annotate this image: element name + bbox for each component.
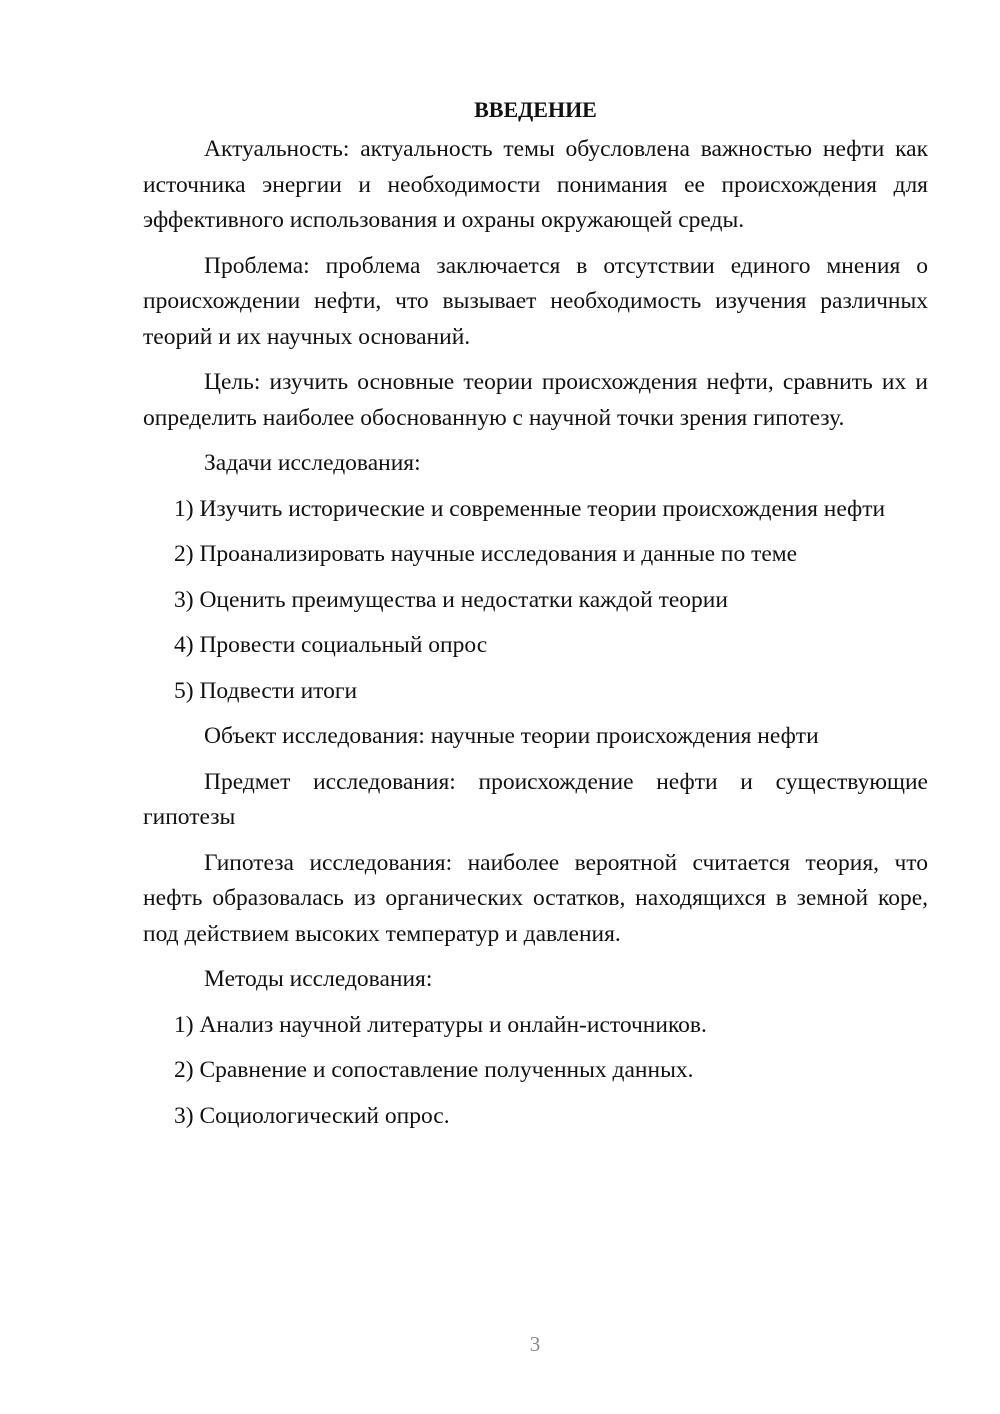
method-item: 2) Сравнение и сопоставление полученных данных. xyxy=(174,1057,694,1083)
task-item: 2) Проанализировать научные исследования и данные по теме xyxy=(174,541,798,567)
task-item: 3) Оценить преимущества и недостатки каждой теории xyxy=(174,586,728,613)
goal-paragraph: Цель: изучить основные теории происхождения нефти, сравнить их и определить наиболее обоснованную с научной точки зрения гипотезу. xyxy=(143,369,928,431)
method-item: 3) Социологический опрос. xyxy=(174,1102,450,1129)
tasks-heading: Задачи исследования: xyxy=(204,450,421,476)
methods-list xyxy=(143,1008,928,1135)
section-title: ВВЕДЕНИЕ xyxy=(474,97,597,122)
hypothesis-paragraph: Гипотеза исследования: наиболее вероятной считается теория, что нефть образовалась из органических остатков, находящихся в земной коре, под действием высоких температур и давления. xyxy=(143,849,928,947)
problem-paragraph: Проблема: проблема заключается в отсутствии единого мнения о происхождении нефти, что вызывает необходимость изучения различных теорий и их научных оснований. xyxy=(143,252,928,350)
method-item: 1) Анализ научной литературы и онлайн-источников. xyxy=(174,1011,707,1038)
relevance-paragraph: Актуальность: актуальность темы обусловлена важностью нефти как источника энергии и необходимости понимания ее происхождения для эффективного использования и охраны окружающей среды. xyxy=(143,136,928,233)
task-item: 5) Подвести итоги xyxy=(174,677,358,704)
subject-paragraph: Предмет исследования: происхождение нефти и существующие гипотезы xyxy=(143,768,928,830)
page-number: 3 xyxy=(529,1332,541,1356)
methods-heading: Методы исследования: xyxy=(204,966,433,992)
page-content xyxy=(143,92,928,1144)
tasks-list xyxy=(143,492,928,710)
task-item: 4) Провести социальный опрос xyxy=(174,632,488,658)
task-item: 1) Изучить исторические и современные теории происхождения нефти xyxy=(174,495,886,522)
object-paragraph: Объект исследования: научные теории происхождения нефти xyxy=(204,723,819,749)
